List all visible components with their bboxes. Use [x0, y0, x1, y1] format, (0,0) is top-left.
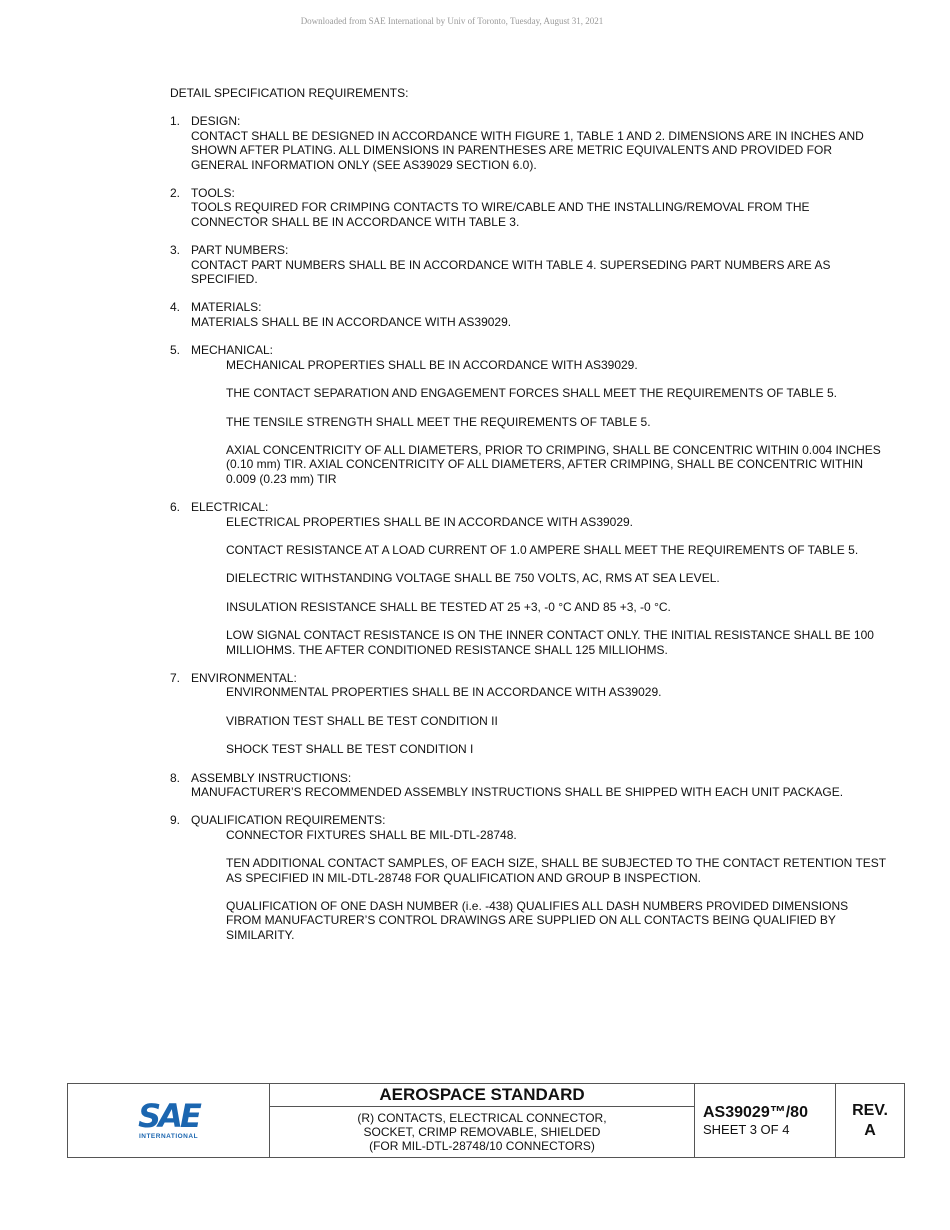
section-paragraph: CONTACT RESISTANCE AT A LOAD CURRENT OF 1.0 AMPERE SHALL MEET THE REQUIREMENTS OF TABLE 5.: [226, 542, 859, 557]
subtitle-line: (FOR MIL-DTL-28748/10 CONNECTORS): [369, 1139, 595, 1153]
section-text: MANUFACTURER’S RECOMMENDED ASSEMBLY INSTRUCTIONS SHALL BE SHIPPED WITH EACH UNIT PACKAGE.: [191, 785, 844, 799]
title-block: [67, 1083, 905, 1158]
section-paragraph: ENVIRONMENTAL PROPERTIES SHALL BE IN ACCORDANCE WITH AS39029.: [226, 685, 662, 700]
section-design: [170, 114, 886, 172]
section-title: TOOLS:: [191, 186, 235, 201]
section-text: CONTACT SHALL BE DESIGNED IN ACCORDANCE WITH FIGURE 1, TABLE 1 AND 2. DIMENSIONS ARE IN INCHES AND SHOWN AFTER PLATING. ALL DIMENSIONS IN PARENTHESES ARE METRIC EQUIVALENTS AND PROVIDED FOR GENERAL INFORMATION ONLY (SEE AS39029 SECTION 6.0).: [191, 128, 864, 172]
download-watermark: Downloaded from SAE International by Univ of Toronto, Tuesday, August 31, 2021: [300, 16, 604, 26]
revision-value: A: [864, 1121, 876, 1139]
spec-body: [170, 86, 886, 956]
section-electrical: [170, 500, 886, 657]
section-paragraph: QUALIFICATION OF ONE DASH NUMBER (i.e. -438) QUALIFIES ALL DASH NUMBERS PROVIDED DIMENSIONS FROM MANUFACTURER’S CONTROL DRAWINGS ARE SUPPLIED ON ALL CONTACTS BEING QUALIFIED BY SIMILARITY.: [226, 899, 849, 942]
section-paragraph: CONNECTOR FIXTURES SHALL BE MIL-DTL-28748.: [226, 827, 517, 842]
subtitle-line: (R) CONTACTS, ELECTRICAL CONNECTOR,: [357, 1111, 607, 1125]
section-number: 5.: [170, 343, 181, 358]
section-number: 9.: [170, 813, 181, 828]
section-title: DESIGN:: [191, 114, 241, 129]
section-assembly-instructions: [170, 771, 886, 800]
document-subtitle: [270, 1107, 694, 1157]
sae-logo: [138, 1097, 199, 1140]
sheet-indicator: SHEET 3 OF 4: [703, 1122, 790, 1137]
logo-cell: [68, 1084, 270, 1157]
section-paragraph: TEN ADDITIONAL CONTACT SAMPLES, OF EACH SIZE, SHALL BE SUBJECTED TO THE CONTACT RETENTION TEST AS SPECIFIED IN MIL-DTL-28748 FOR QUALIFICATION AND GROUP B INSPECTION.: [226, 856, 886, 885]
section-tools: [170, 186, 886, 229]
sae-logo-mark: SAE: [138, 1097, 199, 1135]
section-title: ELECTRICAL:: [191, 500, 269, 515]
section-paragraph: SHOCK TEST SHALL BE TEST CONDITION I: [226, 742, 474, 757]
section-title: MATERIALS:: [191, 300, 262, 315]
section-mechanical: [170, 343, 886, 486]
document-number: AS39029™/80: [703, 1104, 808, 1121]
section-paragraph: MECHANICAL PROPERTIES SHALL BE IN ACCORDANCE WITH AS39029.: [226, 357, 638, 372]
section-number: 7.: [170, 670, 181, 685]
section-text: TOOLS REQUIRED FOR CRIMPING CONTACTS TO WIRE/CABLE AND THE INSTALLING/REMOVAL FROM THE CONNECTOR SHALL BE IN ACCORDANCE WITH TABLE 3.: [191, 200, 810, 229]
section-paragraph: AXIAL CONCENTRICITY OF ALL DIAMETERS, PRIOR TO CRIMPING, SHALL BE CONCENTRIC WITHIN 0.004 INCHES (0.10 mm) TIR. AXIAL CONCENTRICITY OF ALL DIAMETERS, AFTER CRIMPING, SHALL BE CONCENTRIC WITHIN 0.009 (0.23 mm) TIR: [226, 442, 881, 486]
section-environmental: [170, 671, 886, 757]
section-text: MATERIALS SHALL BE IN ACCORDANCE WITH AS39029.: [191, 314, 512, 329]
sae-logo-subtext: INTERNATIONAL: [138, 1133, 199, 1140]
section-title: MECHANICAL:: [191, 343, 274, 358]
section-qualification: [170, 813, 886, 942]
section-paragraph: THE CONTACT SEPARATION AND ENGAGEMENT FORCES SHALL MEET THE REQUIREMENTS OF TABLE 5.: [226, 386, 837, 401]
section-number: 4.: [170, 300, 181, 315]
section-number: 6.: [170, 500, 181, 515]
subtitle-line: SOCKET, CRIMP REMOVABLE, SHIELDED: [363, 1125, 601, 1139]
title-cell: [270, 1084, 695, 1157]
section-paragraph: INSULATION RESISTANCE SHALL BE TESTED AT 25 +3, -0 °C AND 85 +3, -0 °C.: [226, 599, 671, 614]
section-title: QUALIFICATION REQUIREMENTS:: [191, 813, 386, 828]
revision-cell: [836, 1084, 904, 1157]
section-paragraph: LOW SIGNAL CONTACT RESISTANCE IS ON THE INNER CONTACT ONLY. THE INITIAL RESISTANCE SHALL BE 100 MILLIOHMS. THE AFTER CONDITIONED RESISTANCE SHALL 125 MILLIOHMS.: [226, 628, 874, 657]
page-heading: DETAIL SPECIFICATION REQUIREMENTS:: [170, 86, 409, 100]
section-paragraph: DIELECTRIC WITHSTANDING VOLTAGE SHALL BE 750 VOLTS, AC, RMS AT SEA LEVEL.: [226, 571, 720, 586]
section-materials: [170, 300, 886, 329]
section-paragraph: VIBRATION TEST SHALL BE TEST CONDITION II: [226, 713, 498, 728]
section-number: 8.: [170, 770, 181, 785]
section-number: 3.: [170, 243, 181, 258]
section-paragraph: ELECTRICAL PROPERTIES SHALL BE IN ACCORDANCE WITH AS39029.: [226, 514, 634, 529]
section-text: CONTACT PART NUMBERS SHALL BE IN ACCORDANCE WITH TABLE 4. SUPERSEDING PART NUMBERS ARE AS SPECIFIED.: [191, 257, 831, 287]
section-number: 1.: [170, 114, 181, 129]
section-paragraph: THE TENSILE STRENGTH SHALL MEET THE REQUIREMENTS OF TABLE 5.: [226, 414, 651, 429]
section-title: ENVIRONMENTAL:: [191, 670, 297, 685]
section-title: ASSEMBLY INSTRUCTIONS:: [191, 770, 352, 785]
section-number: 2.: [170, 186, 181, 201]
revision-label: REV.: [852, 1101, 888, 1119]
section-title: PART NUMBERS:: [191, 243, 289, 258]
document-number-cell: [695, 1084, 836, 1157]
document-type-title: AEROSPACE STANDARD: [270, 1084, 694, 1107]
section-part-numbers: [170, 243, 886, 286]
